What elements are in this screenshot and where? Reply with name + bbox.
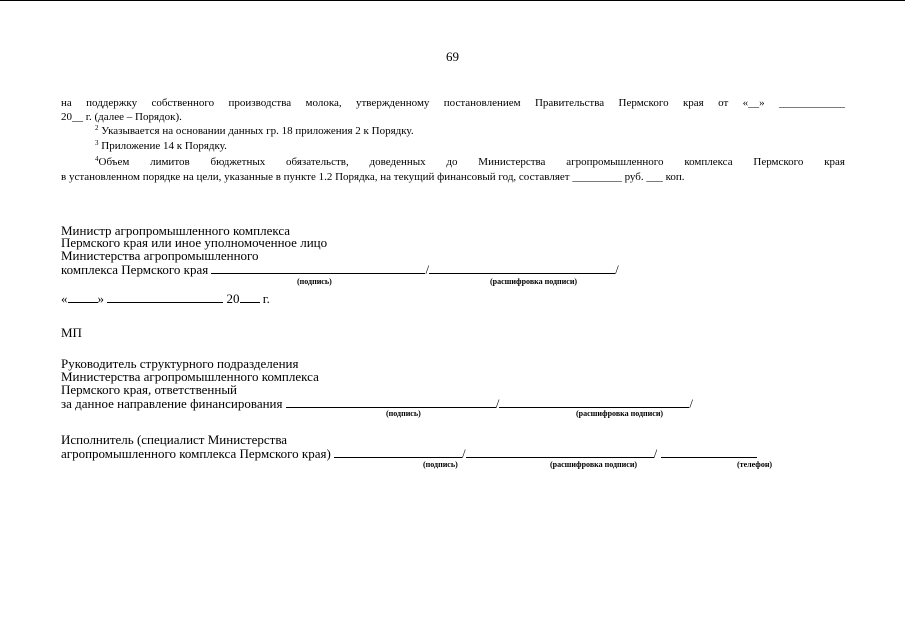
head-signature-field[interactable] — [286, 396, 496, 408]
footnote-continuation-line — [61, 97, 845, 110]
minister-signature-caption: (подпись) — [297, 277, 332, 286]
executor-phone-caption: (телефон) — [737, 460, 773, 469]
page-number: 69 — [446, 49, 459, 64]
footnote-4-mark: 4 — [95, 155, 99, 163]
executor-signature-field[interactable] — [334, 446, 462, 458]
head-title-line-4 — [61, 396, 693, 410]
separator-slash: / — [495, 396, 500, 411]
minister-title-line-2: Пермского края или иное уполномоченное лицо — [61, 235, 328, 250]
minister-decoding-caption: (расшифровка подписи) — [490, 277, 578, 286]
head-title-line-1: Руководитель структурного подразделения — [61, 356, 299, 371]
separator-slash: / — [653, 446, 658, 461]
head-signature-caption: (подпись) — [386, 409, 421, 418]
separator-slash: / — [462, 446, 466, 461]
date-line — [61, 291, 270, 305]
minister-signature-field[interactable] — [211, 262, 425, 274]
footnote-4-line-2: в установленном порядке на цели, указанные в пункте 1.2 Порядка, на текущий финансовый год, составляет _________ руб. ___ коп. — [61, 171, 685, 183]
date-close-quote: » — [97, 291, 104, 306]
minister-title-line-1: Министр агропромышленного комплекса — [61, 223, 291, 238]
head-decoding-field[interactable] — [499, 396, 689, 408]
executor-signature-caption: (подпись) — [423, 460, 458, 469]
footnote-3 — [95, 140, 227, 153]
head-title-line-3: Пермского края, ответственный — [61, 382, 238, 397]
head-title-line-2: Министерства агропромышленного комплекса — [61, 369, 319, 384]
footnote-2-mark: 2 — [95, 124, 99, 132]
minister-title-line-4 — [61, 262, 619, 276]
date-month-field[interactable] — [107, 291, 223, 303]
head-title-text: за данное направление финансирования — [61, 396, 283, 411]
date-year-prefix: 20 — [226, 291, 240, 306]
footnote-2 — [95, 125, 414, 138]
executor-phone-field[interactable] — [661, 446, 757, 458]
top-border-line — [0, 0, 905, 1]
footnote-3-text: Приложение 14 к Порядку. — [101, 140, 227, 152]
executor-decoding-field[interactable] — [466, 446, 654, 458]
minister-title-text: комплекса Пермского края — [61, 262, 209, 277]
date-open-quote: « — [61, 291, 68, 306]
minister-title-line-3: Министерства агропромышленного — [61, 248, 259, 263]
footnote-continuation-line-2: 20__ г. (далее – Порядок). — [61, 111, 182, 123]
stamp-mark: МП — [61, 325, 82, 340]
separator-slash: / — [615, 262, 619, 277]
date-day-field[interactable] — [68, 291, 98, 303]
executor-title-text: агропромышленного комплекса Пермского края) — [61, 446, 331, 461]
executor-title-line-1: Исполнитель (специалист Министерства — [61, 432, 288, 447]
date-year-field[interactable] — [240, 291, 260, 303]
executor-decoding-caption: (расшифровка подписи) — [550, 460, 638, 469]
date-year-suffix: г. — [262, 291, 270, 306]
footnote-3-mark: 3 — [95, 139, 99, 147]
separator-slash: / — [689, 396, 693, 411]
head-decoding-caption: (расшифровка подписи) — [576, 409, 664, 418]
footnote-4-text: Объем лимитов бюджетных обязательств, доведенных до Министерства агропромышленного комплекса Пермского края — [98, 156, 845, 168]
separator-slash: / — [425, 262, 430, 277]
executor-title-line-2 — [61, 446, 757, 460]
footnote-4 — [95, 156, 845, 169]
footnote-2-text: Указывается на основании данных гр. 18 приложения 2 к Порядку. — [101, 125, 414, 137]
minister-decoding-field[interactable] — [429, 262, 615, 274]
footnote-continuation-text: на поддержку собственного производства молока, утвержденному постановлением Правительства Пермского края от «__» ____________ — [61, 97, 845, 109]
